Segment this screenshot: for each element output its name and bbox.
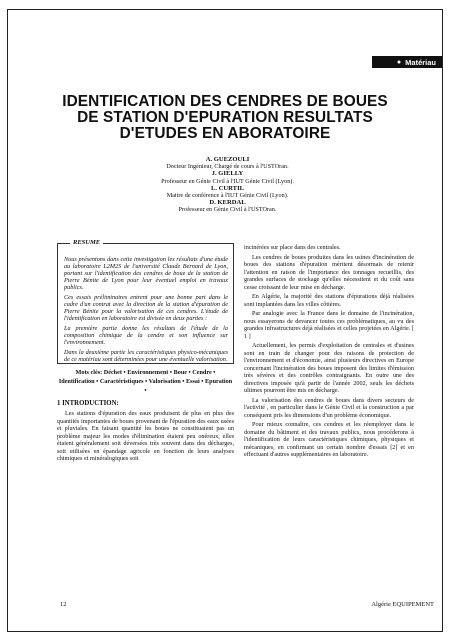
section-tab <box>372 56 442 68</box>
body-paragraph: incinérées sur place dans des centrales. <box>244 244 341 251</box>
body-paragraph: En Algérie, la majorité des stations d'épurations déjà réalisées sont implantées dans les villes côtières. <box>244 293 414 308</box>
right-column <box>244 244 414 461</box>
abstract-paragraph: Ces essais préliminaires entrent pour une bonne part dans le cadre d'un contrat avec la direction de la station d'épuration de Pierre Bénite pour la valorisation de ces cendres. L'étude de l'identification en laboratoire est divisée en deux parties : <box>64 294 228 322</box>
abstract-label: RESUME <box>70 239 103 246</box>
author-name: A. GUEZOULI <box>205 156 250 163</box>
abstract-paragraph: Nous présentons dans cette investigation les résultats d'une étude au laboratoire L2M2S de l'université Claude Bernard de Lyon, portant sur l'identification des cendres de boue de la station de Pierre Bénite de Lyon pour leur éventuel emploi en travaux publics. <box>64 256 228 291</box>
bullet-icon: ● <box>396 58 402 66</box>
body-paragraph: La valorisation des cendres de boues dans divers secteurs de l'activité , en particulier dans le Génie Civil et la construction a par conséquent pris les dimensions d'un problème économique. <box>244 396 414 419</box>
abstract-paragraph: Dans la deuxième partie les caractéristiques physico-mécaniques de ce matériau sont déterminées pour une éventuelle valorisation. <box>64 349 228 363</box>
author-name: D. KERDAL <box>209 199 246 207</box>
authors-block <box>120 156 335 214</box>
author-role: Professeur en Génie Civil à l'USTOran. <box>178 206 277 214</box>
body-paragraph: Les stations d'épuration des eaux produisent de plus en plus des quantités importantes de boues provenant de l'épuration des eaux usées et pluviales. En faisant quantité les boues ne constituaient pas un problème majeur les modes d'élimination étaient peu onéreux, elles étaient généralement soit déversées très souvent dans des décharges, soit utilisées en épandage agricole en fonction de leurs analyses chimiques et minéralogiques soit <box>57 410 234 462</box>
keywords: Mots clés: Déchet • Environnement • Boue • Cendre • Identification • Caractéristiques • Valorisation • Essai • Epuration • <box>58 369 233 394</box>
author-role: Professeur en Génie Civil à l'IUT Génie Civil (Lyon). <box>161 177 294 185</box>
section-heading: 1 INTRODUCTION: <box>57 400 119 407</box>
author-role: Docteur Ingénieur, Chargé de cours à l'USTOran. <box>166 163 289 171</box>
intro-body <box>57 410 234 463</box>
author-role: Maitre de conférence à l'IUT Génie Civil (Lyon). <box>166 192 289 200</box>
page-number: 12 <box>60 601 67 608</box>
article-title: IDENTIFICATION DES CENDRES DE BOUES DE STATION D'EPURATION RESULTATS D'ETUDES EN ABORATOIRE <box>62 93 388 142</box>
abstract-box <box>57 239 234 364</box>
body-paragraph: Actuellement, les permis d'exploitation de centrales et d'usines sont en train de changer pour des raisons de protection de l'environnement et d'économie, ainsi plusieurs directives en Europe concernant l'incinération des boues imposent des limites d'émission très sévères et des contrôles contraignants. En outre une des directives imposée qu'à partir de l'année 2002, seuls les déchets ultimes pourront être mis en décharge. <box>244 342 414 394</box>
body-paragraph: Pour mieux connaître, ces cendres et les réemployer dans le domaine du bâtiment et des travaux publics, nous procéderons à l'identification de leurs caractéristiques chimiques, physiques et mécaniques, en confirmant un certain nombre d'essais [2] et en effectuant d'autres supplémentaires en laboratoire. <box>244 421 414 458</box>
author-name: L. CURTIL <box>210 184 245 192</box>
body-paragraph: Les cendres de boues produites dans les usines d'incinération de boues des stations d'épuration méritent désormais de retenir l'attention en raison de l'importance des tonnages recueillis, des grandes surfaces de stockage qu'elles nécessitent et du coût sans cesse croissant de leur mise en décharge. <box>244 253 414 291</box>
abstract-paragraph: La première partie donne les résultats de l'étude de la composition chimique de la cendre et son influence sur l'environnement. <box>64 325 228 346</box>
body-paragraph: Par analogie avec la France dans le domaine de l'incinération, nous essayerons de devancer toutes ces problématiques, au vu des grandes infrastructures déjà réalisées et celles projetées en Algérie. [ 1 ] <box>244 310 414 340</box>
journal-name: Algérie EQUIPEMENT <box>371 601 434 608</box>
section-label: Matériau <box>405 57 436 67</box>
author-name: J. GIELLY <box>211 170 244 178</box>
